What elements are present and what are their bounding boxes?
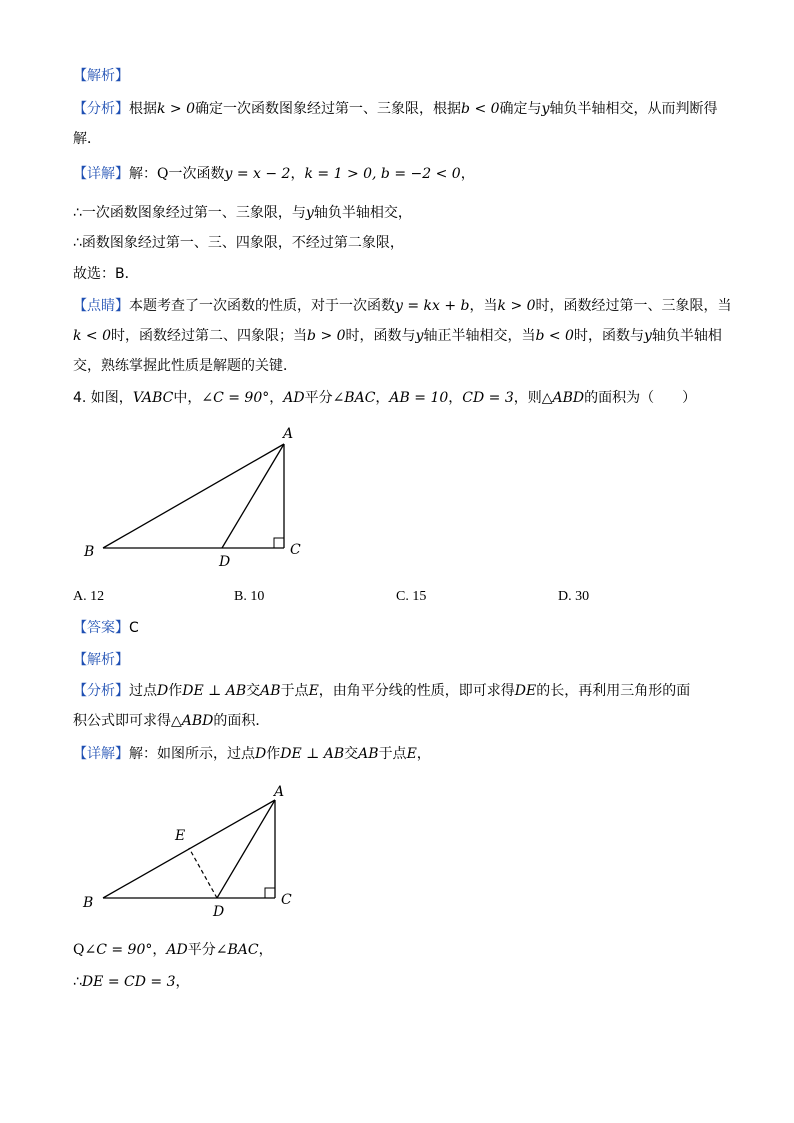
triangle-figure-1 [70,420,330,580]
step-line-1: ∴一次函数图象经过第一、三象限，与y轴负半轴相交， [73,205,412,221]
answer-value: C [129,620,139,636]
xiangjie-tag-2: 【详解】 [73,746,129,762]
option-a[interactable]: A. 12 [73,589,105,604]
dianjing-paragraph-line3: 交，熟练掌握此性质是解题的关键． [73,358,297,374]
label-A: A [274,784,285,800]
right-angle-mark [274,538,284,548]
dianjing-paragraph-line2: k < 0时，函数经过第二、四象限；当b > 0时，函数与y轴正半轴相交，当b < 0时，函数与y轴负半轴相 [73,328,722,344]
option-d[interactable]: D. 30 [558,589,590,604]
label-C: C [290,542,301,558]
label-D: D [213,904,225,920]
label-B: B [84,544,95,560]
therefore-symbol: ∴ [73,235,82,251]
fenxi-paragraph-2: 【分析】过点D作DE ⊥ AB交AB于点E，由角平分线的性质，即可求得DE的长，再利用三角形的面 [73,683,691,699]
option-c[interactable]: C. 15 [396,589,427,604]
choice-line: 故选：B． [73,266,139,282]
answer-line [73,618,139,638]
fenxi-paragraph-cont: 解． [73,131,101,147]
triangle-figure-2 [70,780,330,925]
fenxi-paragraph: 【分析】根据k > 0确定一次函数图象经过第一、三象限，根据b < 0确定与y轴负半轴相交，从而判断得 [73,101,718,117]
segment-AD [217,800,275,898]
fenxi-paragraph-2-cont: 积公式即可求得△ABD的面积． [73,713,270,729]
answer-tag: 【答案】 [73,620,129,636]
analysis-heading [73,66,129,86]
right-angle-mark [265,888,275,898]
therefore-symbol: ∴ [73,205,82,221]
label-C: C [281,892,292,908]
xiangjie-tag: 【详解】 [73,166,129,182]
step-line-4: ∴DE = CD = 3， [73,974,190,990]
label-E: E [175,828,186,844]
because-symbol: Q [157,166,169,182]
because-symbol: Q [73,942,85,958]
segment-AD [222,444,284,548]
fenxi-tag: 【分析】 [73,101,129,117]
xiangjie-paragraph-2: 【详解】解：如图所示，过点D作DE ⊥ AB交AB于点E， [73,746,431,762]
label-A: A [283,426,294,442]
label-B: B [83,895,94,911]
label-D: D [219,554,231,570]
segment-AB [103,444,284,548]
analysis-tag-2: 【解析】 [73,652,129,668]
segment-DE-dashed [189,848,217,898]
step-line-2: ∴函数图象经过第一、三、四象限，不经过第二象限， [73,235,404,251]
question-4: 4. 如图，VABC中，∠C = 90°，AD平分∠BAC，AB = 10，CD = 3，则△ABD的面积为（ ） [73,390,697,406]
step-line-3: Q∠C = 90°，AD平分∠BAC， [73,942,273,958]
analysis-tag: 【解析】 [73,68,129,84]
analysis-heading-2 [73,650,129,670]
xiangjie-paragraph: 【详解】解：Q一次函数y = x − 2，k = 1 > 0, b = −2 < 0， [73,166,475,182]
fenxi-tag-2: 【分析】 [73,683,129,699]
dianjing-paragraph: 【点睛】本题考查了一次函数的性质，对于一次函数y = kx + b，当k > 0时，函数经过第一、三象限，当 [73,298,732,314]
dianjing-tag: 【点睛】 [73,298,129,314]
therefore-symbol: ∴ [73,974,82,990]
option-b[interactable]: B. 10 [234,589,265,604]
